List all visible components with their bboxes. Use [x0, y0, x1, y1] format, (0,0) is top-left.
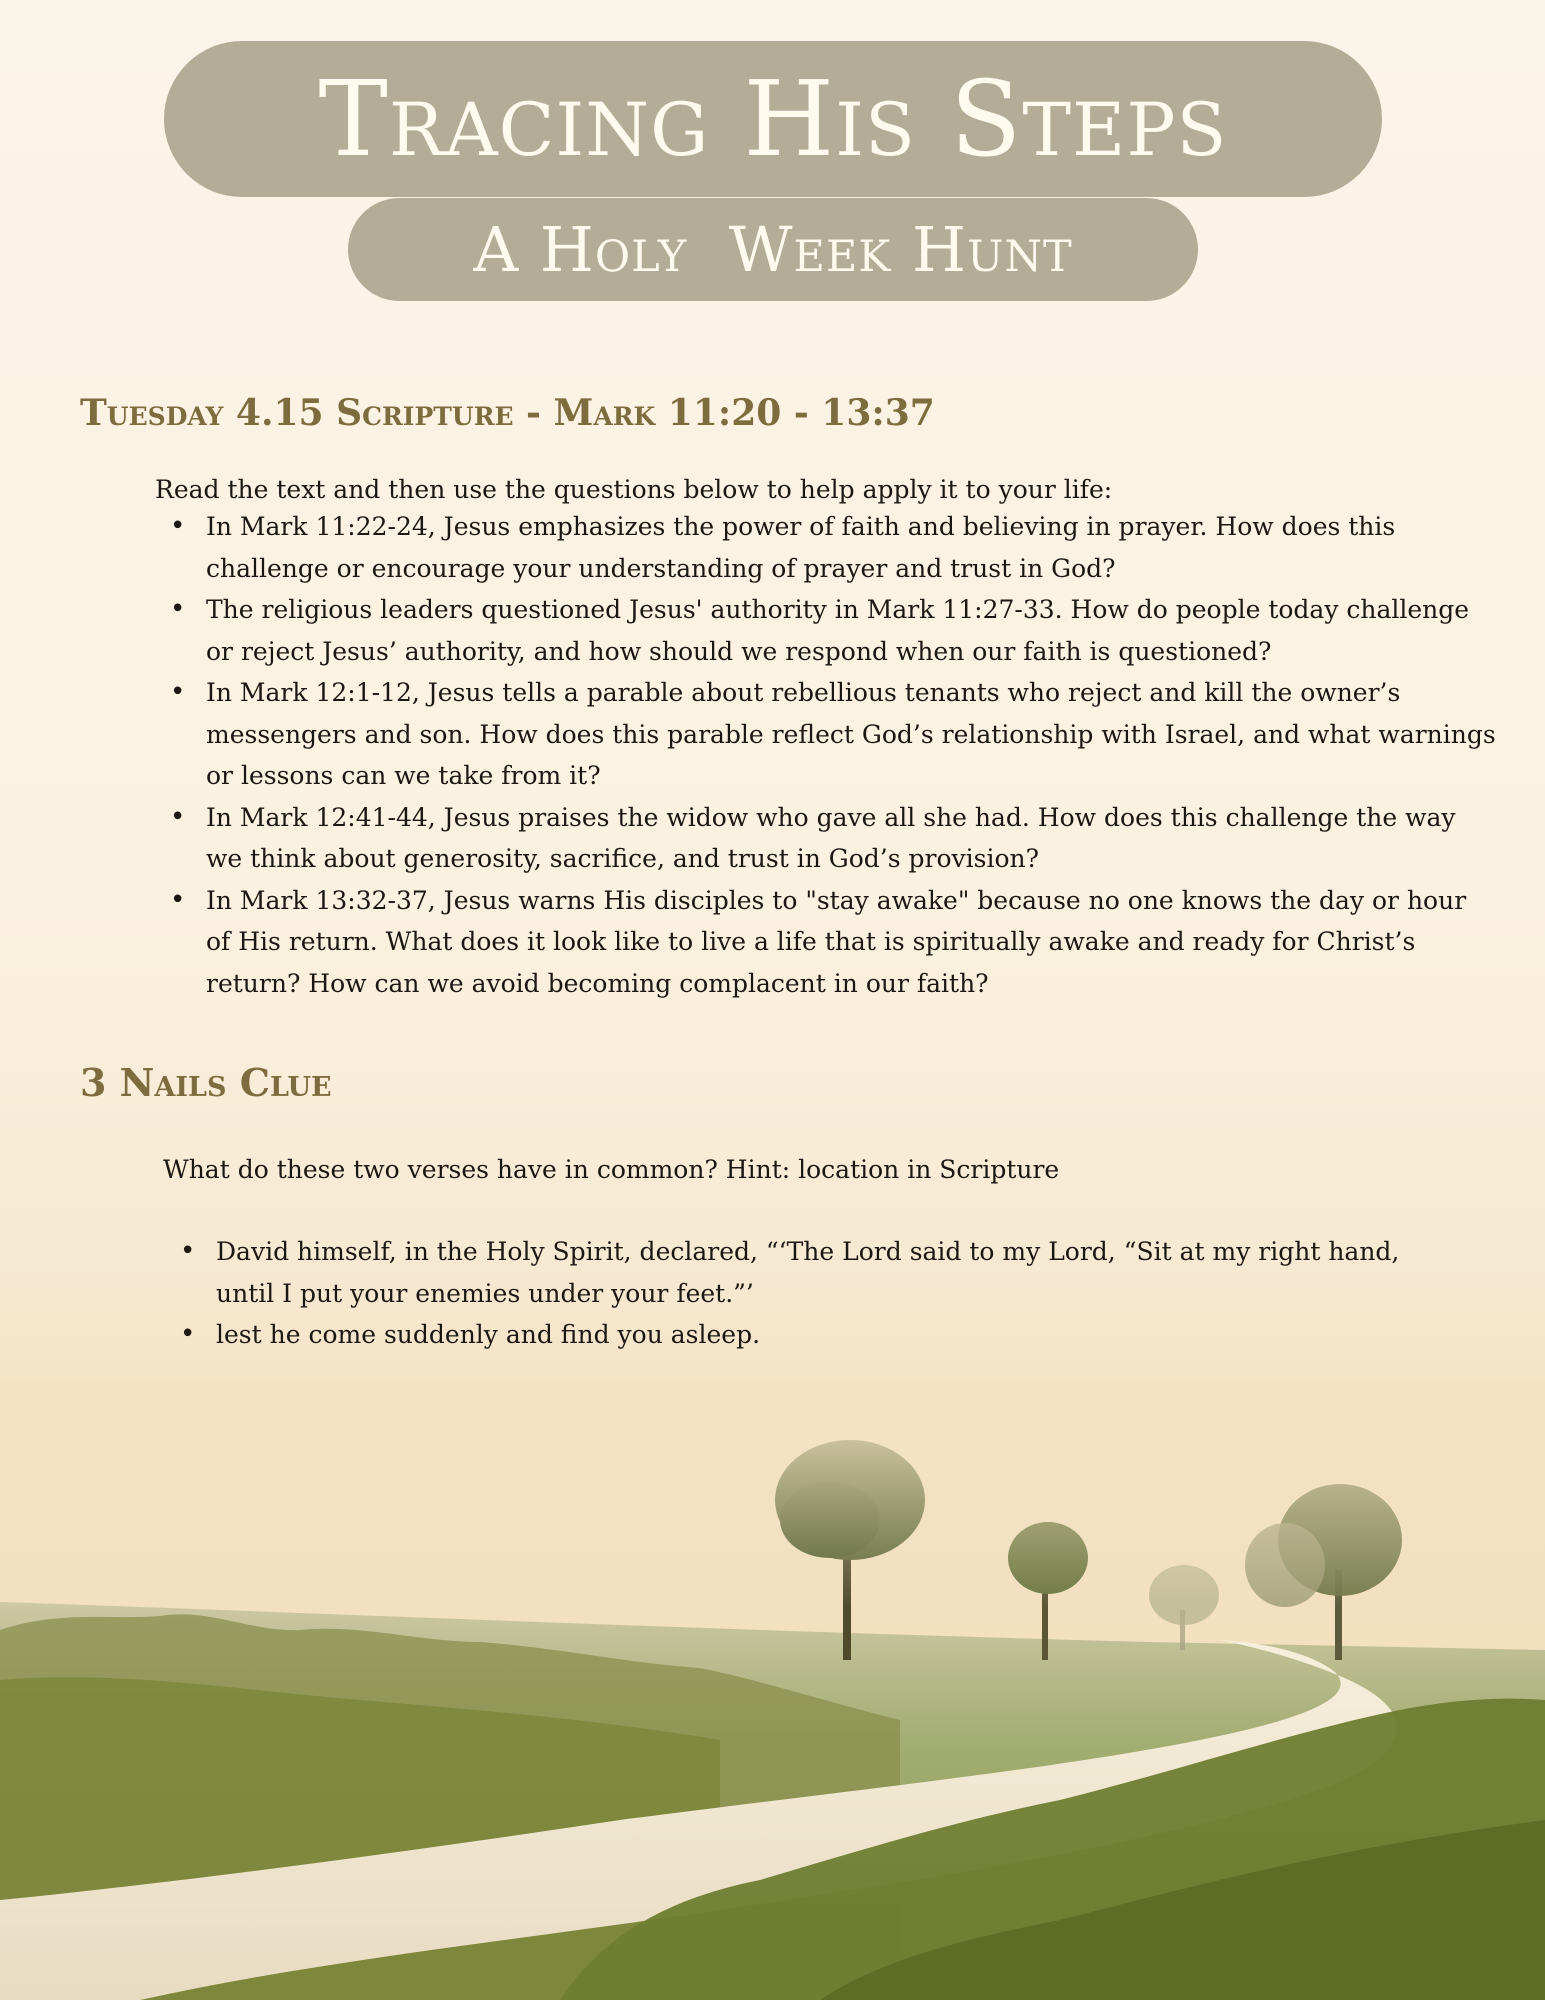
list-item: • In Mark 12:1-12, Jesus tells a parable about rebellious tenants who reject and kill the owner’s messengers and son. How does this parable reflect God’s relationship with Israel, and what warnings or lessons can we take from it?	[206, 672, 1496, 797]
intro-text: Read the text and then use the questions below to help apply it to your life:	[155, 475, 1113, 504]
verse-list	[216, 1231, 1456, 1356]
list-item: • The religious leaders questioned Jesus' authority in Mark 11:27-33. How do people today challenge or reject Jesus’ authority, and how should we respond when our faith is questioned?	[206, 589, 1496, 672]
scripture-heading: Tuesday 4.15 Scripture - Mark 11:20 - 13:37	[80, 392, 935, 434]
title-banner	[164, 41, 1382, 197]
list-item: • lest he come suddenly and find you asleep.	[216, 1314, 1456, 1356]
clue-question: What do these two verses have in common? Hint: location in Scripture	[163, 1155, 1060, 1184]
landscape-illustration	[0, 1380, 1545, 2000]
list-item: • David himself, in the Holy Spirit, declared, “‘The Lord said to my Lord, “Sit at my right hand, until I put your enemies under your feet.”’	[216, 1231, 1456, 1314]
page-subtitle: A Holy Week Hunt	[473, 212, 1073, 286]
list-item: • In Mark 11:22-24, Jesus emphasizes the power of faith and believing in prayer. How does this challenge or encourage your understanding of prayer and trust in God?	[206, 506, 1496, 589]
subtitle-banner	[348, 198, 1198, 301]
list-item: • In Mark 12:41-44, Jesus praises the widow who gave all she had. How does this challenge the way we think about generosity, sacrifice, and trust in God’s provision?	[206, 797, 1496, 880]
question-list	[206, 506, 1496, 1004]
list-item: • In Mark 13:32-37, Jesus warns His disciples to "stay awake" because no one knows the day or hour of His return. What does it look like to live a life that is spiritually awake and ready for Christ’s return? How can we avoid becoming complacent in our faith?	[206, 880, 1496, 1005]
clue-heading: 3 Nails Clue	[80, 1060, 332, 1105]
page-title: Tracing His Steps	[318, 58, 1228, 180]
